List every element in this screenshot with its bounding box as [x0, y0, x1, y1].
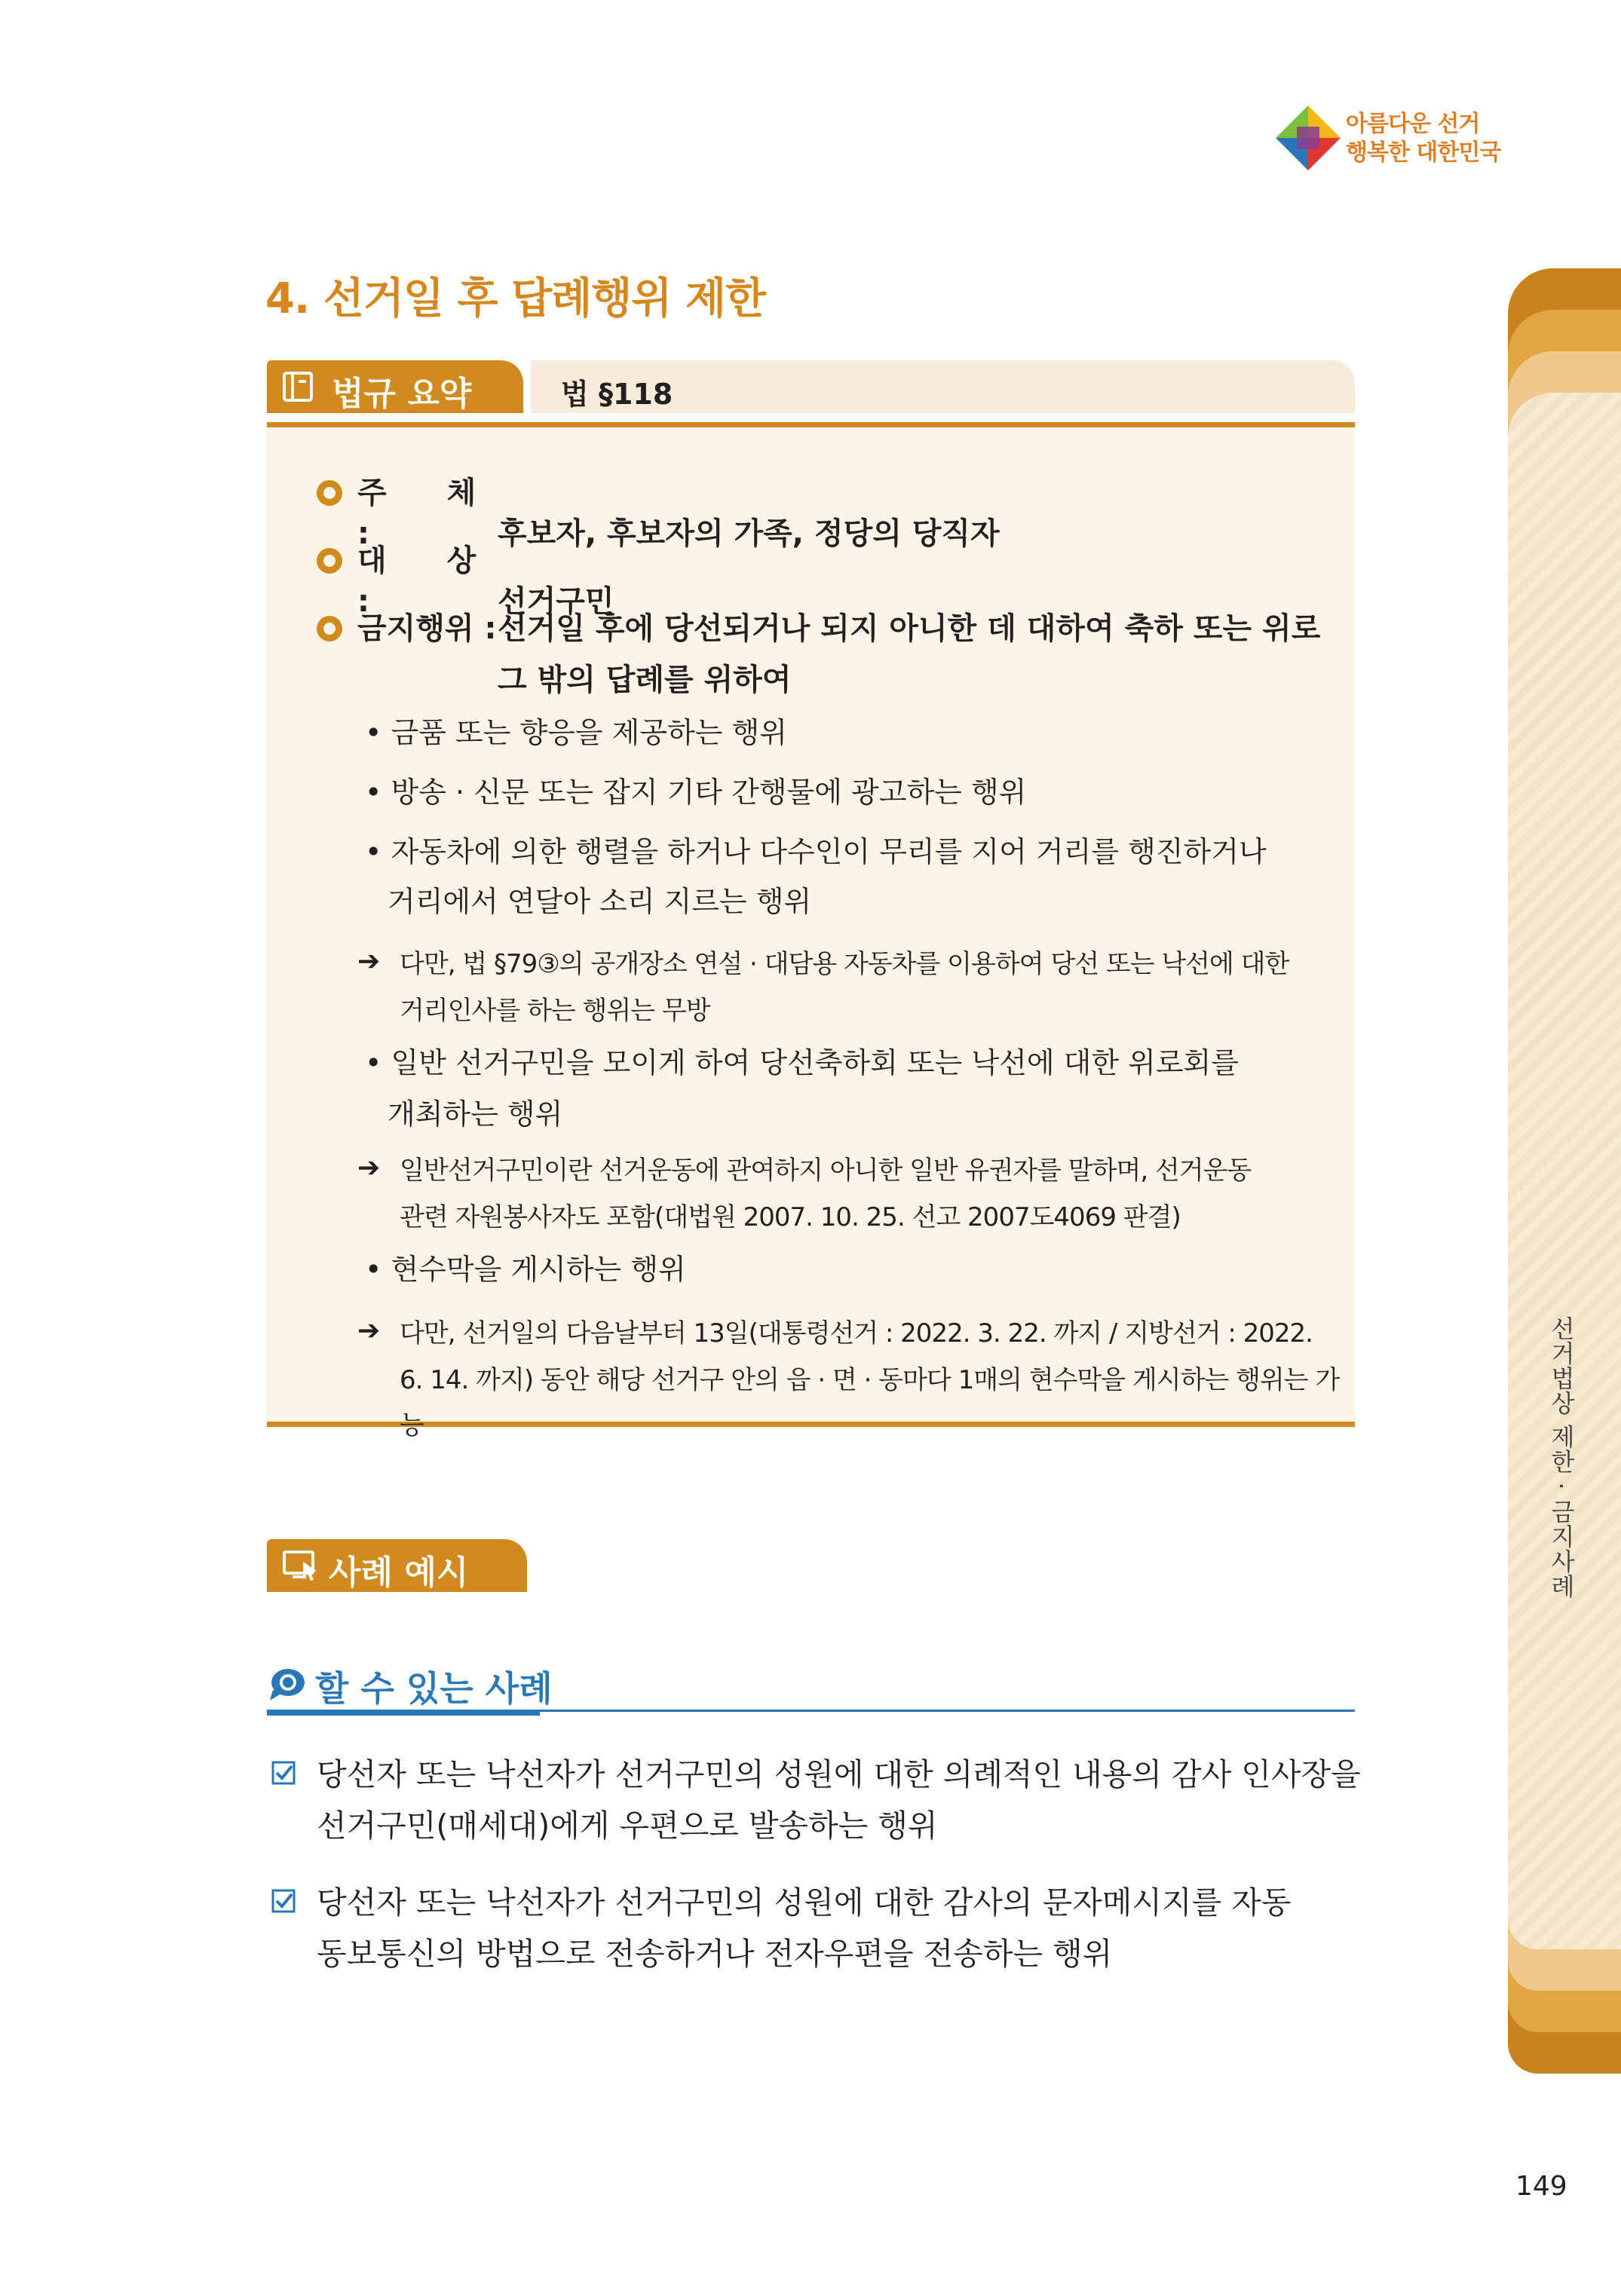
- prohibited-key: 금지행위 :: [357, 611, 497, 646]
- target-value: 선거구민: [498, 584, 614, 619]
- diamond-logo-icon: [1274, 104, 1342, 172]
- allowed-case-item: [271, 1877, 1357, 1982]
- allowed-cases-heading: [267, 1658, 1355, 1712]
- case-examples-badge: [267, 1539, 527, 1592]
- monitor-pointer-icon: [282, 1550, 318, 1581]
- law-summary-label: 법규 요약: [332, 375, 472, 413]
- note-3-line-2: 6. 14. 까지) 동안 해당 선거구 안의 읍 · 면 · 동마다 1매의 현수막을 게시하는 행위는 가능: [400, 1365, 1340, 1440]
- arrow-right-icon: ➔: [357, 1153, 381, 1183]
- checkbox-checked-icon: [271, 1889, 296, 1913]
- subject-key: 주 체 :: [357, 476, 476, 551]
- case-1-line-2: 선거구민(매세대)에게 우편으로 발송하는 행위: [317, 1808, 938, 1844]
- note-3-line-1: 다만, 선거일의 다음날부터 13일(대통령선거 : 2022. 3. 22. 까지 / 지방선거 : 2022.: [400, 1318, 1313, 1349]
- bullet-item: • 방송 · 신문 또는 잡지 기타 간행물에 광고하는 행위: [365, 776, 1027, 809]
- chapter-side-tab: [1508, 268, 1621, 2074]
- arrow-right-icon: ➔: [357, 1315, 381, 1346]
- circle-bullet-icon: [317, 480, 342, 506]
- law-summary-badge: [267, 360, 523, 413]
- circle-bullet-icon: [317, 548, 342, 574]
- checkbox-checked-icon: [271, 1761, 296, 1785]
- case-2-line-2: 동보통신의 방법으로 전송하거나 전자우편을 전송하는 행위: [317, 1936, 1113, 1972]
- note-2-line-2: 관련 자원봉사자도 포함(대법원 2007. 10. 25. 선고 2007도4069 판결): [400, 1202, 1181, 1232]
- arrow-right-icon: ➔: [357, 946, 381, 977]
- law-summary-box: [267, 422, 1355, 1440]
- prohibited-line-1: 선거일 후에 당선되거나 되지 아니한 데 대하여 축하 또는 위로: [498, 611, 1321, 646]
- bullet-item: • 일반 선거구민을 모이게 하여 당선축하회 또는 낙선에 대한 위로회를: [365, 1046, 1239, 1079]
- page-title: 4. 선거일 후 답례행위 제한: [265, 274, 766, 323]
- prohibited-line-2: 그 밖의 답례를 위하여: [498, 663, 792, 697]
- prohibited-row: [357, 608, 1320, 649]
- page-number: 149: [1515, 2171, 1567, 2202]
- law-reference: 법 §118: [561, 378, 673, 411]
- bullet-item: • 자동차에 의한 행렬을 하거나 다수인이 무리를 지어 거리를 행진하거나: [365, 835, 1267, 868]
- case-examples-label: 사례 예시: [329, 1554, 469, 1592]
- bullet-item-continued: 거리에서 연달아 소리 지르는 행위: [388, 885, 812, 918]
- allowed-cases-title: 할 수 있는 사례: [315, 1668, 553, 1709]
- side-tab-label: 선거법상 제한 · 금지사례: [1547, 1316, 1576, 1599]
- allowed-case-item: [271, 1749, 1361, 1854]
- subject-value: 후보자, 후보자의 가족, 정당의 당직자: [498, 516, 1000, 551]
- speech-bubble-icon: [267, 1667, 306, 1702]
- bullet-item: • 현수막을 게시하는 행위: [365, 1253, 686, 1286]
- bullet-item: • 금품 또는 향응을 제공하는 행위: [365, 716, 788, 749]
- slogan-line-2: 행복한 대한민국: [1346, 139, 1501, 166]
- target-key: 대 상 :: [357, 543, 476, 619]
- book-icon: [282, 371, 314, 403]
- case-2-line-1: 당선자 또는 낙선자가 선거구민의 성원에 대한 감사의 문자메시지를 자동: [317, 1884, 1292, 1921]
- note-1-line-1: 다만, 법 §79③의 공개장소 연설 · 대담용 자동차를 이용하여 당선 또는 낙선에 대한: [400, 949, 1289, 979]
- note-2-line-1: 일반선거구민이란 선거운동에 관여하지 아니한 일반 유권자를 말하며, 선거운동: [400, 1156, 1252, 1186]
- law-reference-bar: [531, 360, 1355, 413]
- note-1-line-2: 거리인사를 하는 행위는 무방: [400, 996, 710, 1026]
- case-1-line-1: 당선자 또는 낙선자가 선거구민의 성원에 대한 의례적인 내용의 감사 인사장을: [317, 1756, 1361, 1792]
- heading-underline: [267, 1710, 540, 1716]
- slogan-line-1: 아름다운 선거: [1346, 111, 1480, 137]
- bullet-item-continued: 개최하는 행위: [388, 1097, 563, 1131]
- header-logo: [1274, 104, 1515, 172]
- circle-bullet-icon: [317, 616, 342, 641]
- law-summary-header: [267, 360, 1355, 413]
